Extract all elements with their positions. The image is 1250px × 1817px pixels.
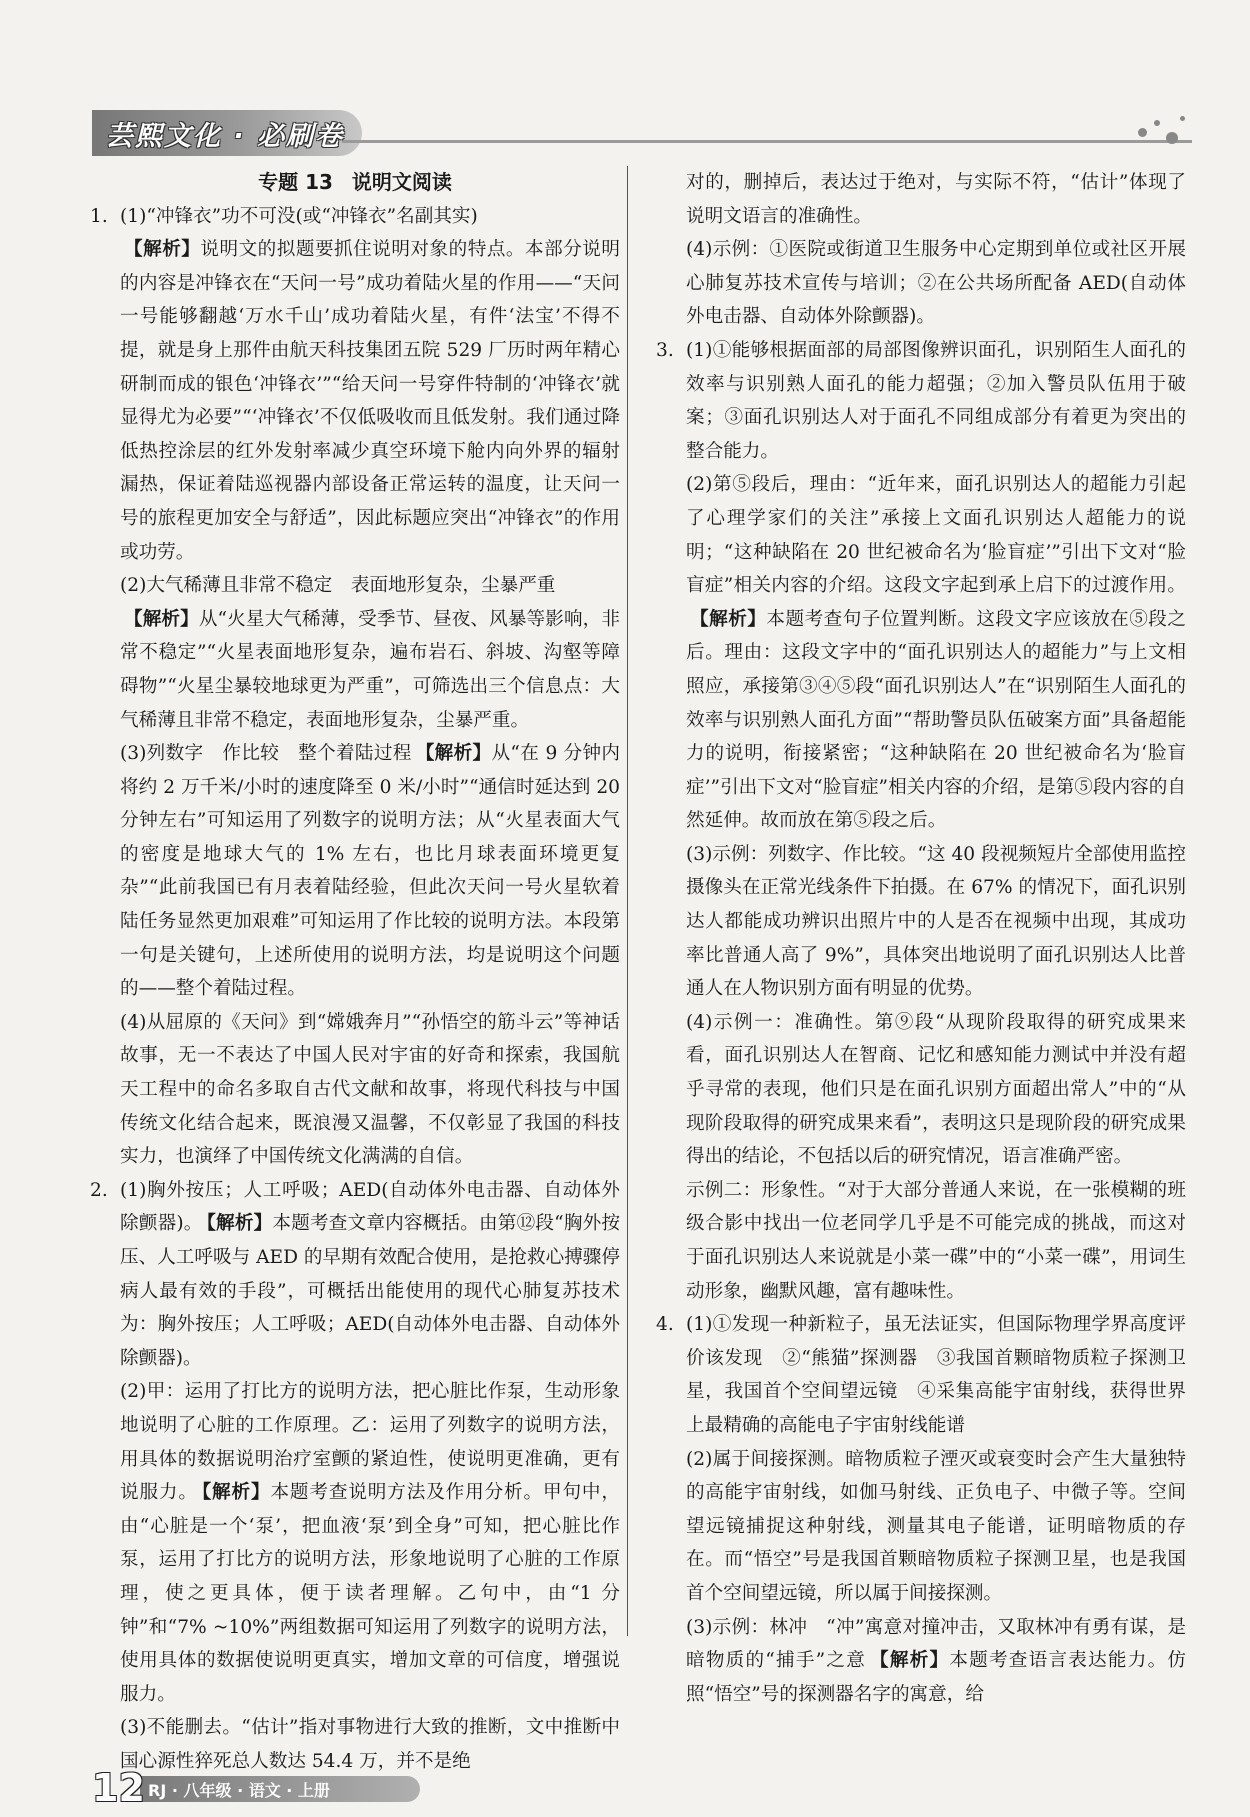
series-title: 芸熙文化 · 必刷卷	[106, 121, 345, 152]
question-item	[90, 200, 620, 234]
answer-paragraph	[90, 737, 620, 1006]
question-item	[90, 1174, 620, 1376]
answer-text: (1)①发现一种新粒子，虽无法证实，但国际物理学界高度评价该发现 ②“熊猫”探测器 ③我国首颗暗物质粒子探测卫星，我国首个空间望远镜 ④采集高能宇宙射线，获得世界上最精确的高能电子宇宙射线能谱	[686, 1314, 1186, 1436]
answer-paragraph	[656, 1611, 1186, 1712]
section-heading	[90, 166, 620, 200]
answer-paragraph	[90, 1375, 620, 1711]
answer-text: 示例二：形象性。“对于大部分普通人来说，在一张模糊的班级合影中找出一位老同学几乎是不可能完成的挑战，而这对于面孔识别达人来说就是小菜一碟”中的“小菜一碟”，用词生动形象，幽默风趣，富有趣味性。	[686, 1179, 1186, 1302]
analysis-tag: 【解析】	[124, 608, 199, 630]
left-column	[90, 166, 620, 1779]
answer-text: (2)属于间接探测。暗物质粒子湮灭或衰变时会产生大量独特的高能宇宙射线，如伽马射线、正负电子、中微子等。空间望远镜捕捉这种射线，测量其电子能谱，证明暗物质的存在。而“悟空”号是我国首颗暗物质粒子探测卫星，也是我国首个空间望远镜，所以属于间接探测。	[686, 1448, 1186, 1604]
answer-text: (1)胸外按压；人工呼吸；AED(自动体外电击器、自动体外除颤器)。	[120, 1179, 620, 1235]
right-column-body	[656, 166, 1186, 1711]
answer-paragraph	[656, 468, 1186, 838]
analysis-text: 本题考查句子位置判断。这段文字应该放在⑤段之后。理由：这段文字中的“面孔识别达人的超能力”与上文相照应，承接第③④⑤段“面孔识别达人”在“识别陌生人面孔的效率与识别熟人面孔方面”“帮助警员队伍破案方面”具备超能力的说明，衔接紧密；“这种缺陷在 20 世纪被命名为‘脸盲症’”引出下文对“脸盲症”相关内容的介绍，是第⑤段内容的自然延伸。故而放在第⑤段之后。	[686, 608, 1186, 832]
answer-paragraph	[656, 233, 1186, 334]
left-column-body	[90, 200, 620, 1779]
analysis-text: 本题考查语言表达能力。仿照“悟空”号的探测器名字的寓意，给	[686, 1650, 1186, 1705]
question-item	[656, 1308, 1186, 1442]
page-footer	[92, 1766, 422, 1810]
answer-text: 对的，删掉后，表达过于绝对，与实际不符，“估计”体现了说明文语言的准确性。	[686, 172, 1186, 227]
answer-paragraph	[656, 838, 1186, 1006]
question-number: 3.	[656, 339, 674, 361]
header-banner	[92, 110, 1192, 156]
answer-paragraph	[90, 233, 620, 569]
answer-text: (3)示例：林冲 “冲”寓意对撞冲击，又取林冲有勇有谋，是暗物质的“捕手”之意	[686, 1616, 1186, 1672]
answer-paragraph	[90, 603, 620, 737]
analysis-tag: 【解析】	[415, 743, 492, 765]
question-number: 1.	[90, 205, 108, 227]
analysis-tag: 【解析】	[870, 1650, 950, 1672]
decorative-dots-icon	[1132, 110, 1192, 156]
answer-text: (3)列数字 作比较 整个着陆过程	[120, 743, 412, 765]
answer-text: (2)甲：运用了打比方的说明方法，把心脏比作泵，生动形象地说明了心脏的工作原理。乙：运用了列数字的说明方法，用具体的数据说明治疗室颤的紧迫性，使说明更准确，更有说服力。	[120, 1381, 620, 1504]
answer-paragraph	[90, 1711, 620, 1778]
column-divider	[627, 166, 628, 1636]
answer-text: (3)示例：列数字、作比较。“这 40 段视频短片全部使用监控摄像头在正常光线条件下拍摄。在 67% 的情况下，面孔识别达人都能成功辨识出照片中的人是否在视频中出现，其成功率比普通人高了 9%”，具体突出地说明了面孔识别达人比普通人在人物识别方面有明显的优势。	[686, 843, 1186, 1000]
answer-paragraph	[656, 1174, 1186, 1308]
analysis-tag: 【解析】	[201, 1482, 271, 1504]
answer-paragraph	[90, 1006, 620, 1174]
right-column	[656, 166, 1186, 1711]
page-number: 12	[92, 1766, 145, 1810]
answer-text: 从“火星大气稀薄，受季节、昼夜、风暴等影响，非常不稳定”“火星表面地形复杂，遍布岩石、斜坡、沟壑等障碍物”“火星尘暴较地球更为严重”，可筛选出三个信息点：大气稀薄且非常不稳定，表面地形复杂，尘暴严重。	[120, 608, 620, 731]
answer-text: (2)第⑤段后，理由：“近年来，面孔识别达人的超能力引起了心理学家们的关注”承接上文面孔识别达人超能力的说明；“这种缺陷在 20 世纪被命名为‘脸盲症’”引出下文对“脸盲症”相关内容的介绍。这段文字起到承上启下的过渡作用。	[686, 474, 1186, 597]
answer-paragraph	[656, 166, 1186, 233]
question-number: 2.	[90, 1179, 108, 1201]
answer-text: (4)示例：①医院或街道卫生服务中心定期到单位或社区开展心肺复苏技术宣传与培训；②在公共场所配备 AED(自动体外电击器、自动体外除颤器)。	[686, 239, 1186, 328]
header-rule	[342, 140, 1192, 143]
answer-paragraph	[656, 1006, 1186, 1174]
answer-text: (3)不能删去。“估计”指对事物进行大致的推断，文中推断中国心源性猝死总人数达 54.4 万，并不是绝	[120, 1717, 620, 1772]
analysis-tag: 【解析】	[690, 608, 767, 630]
answer-text: (1)①能够根据面部的局部图像辨识面孔，识别陌生人面孔的效率与识别熟人面孔的能力超强；②加入警员队伍用于破案；③面孔识别达人对于面孔不同组成部分有着更为突出的整合能力。	[686, 339, 1186, 462]
answer-paragraph	[656, 1443, 1186, 1611]
answer-text: 说明文的拟题要抓住说明对象的特点。本部分说明的内容是冲锋衣在“天问一号”成功着陆火星的作用——“天问一号能够翻越‘万水千山’成功着陆火星，有件‘法宝’不得不提，就是身上那件由航天科技集团五院 529 厂历时两年精心研制而成的银色‘冲锋衣’”“给天问一号穿件特制的‘冲锋衣’就显得尤为必要”“‘冲锋衣’不仅低吸收而且低发射。我们通过降低热控涂层的红外发射率减少真空环境下舱内向外界的辐射漏热，保证着陆巡视器内部设备正常运转的温度，让天问一号的旅程更加安全与舒适”，因此标题应突出“冲锋衣”的作用或功劳。	[120, 239, 620, 563]
question-number: 4.	[656, 1314, 674, 1336]
section-number: 专题 13	[258, 170, 333, 194]
analysis-text: 本题考查文章内容概括。由第⑫段“胸外按压、人工呼吸与 AED 的早期有效配合使用，是抢救心搏骤停病人最有效的手段”，可概括出能使用的现代心肺复苏技术为：胸外按压；人工呼吸；AED(自动体外电击器、自动体外除颤器)。	[120, 1213, 620, 1369]
section-title: 说明文阅读	[351, 170, 452, 194]
book-info: RJ · 八年级 · 语文 · 上册	[148, 1781, 330, 1800]
analysis-text: 本题考查说明方法及作用分析。甲句中，由“心脏是一个‘泵’，把血液‘泵’到全身”可知，把心脏比作泵，运用了打比方的说明方法，形象地说明了心脏的工作原理，使之更具体，便于读者理解。乙句中，由“1 分钟”和“7% ~10%”两组数据可知运用了列数字的说明方法，使用具体的数据使说明更真实，增加文章的可信度，增强说服力。	[120, 1482, 620, 1705]
analysis-tag: 【解析】	[206, 1213, 273, 1235]
answer-paragraph	[90, 569, 620, 603]
answer-text: (4)从屈原的《天问》到“嫦娥奔月”“孙悟空的筋斗云”等神话故事，无一不表达了中国人民对宇宙的好奇和探索，我国航天工程中的命名多取自古代文献和故事，将现代科技与中国传统文化结合起来，既浪漫又温馨，不仅彰显了我国的科技实力，也演绎了中国传统文化满满的自信。	[120, 1011, 620, 1168]
answer-text: (1)“冲锋衣”功不可没(或“冲锋衣”名副其实)	[120, 205, 478, 227]
question-item	[656, 334, 1186, 468]
analysis-tag: 【解析】	[124, 239, 201, 261]
answer-text: (4)示例一：准确性。第⑨段“从现阶段取得的研究成果来看，面孔识别达人在智商、记忆和感知能力测试中并没有超乎寻常的表现，他们只是在面孔识别方面超出常人”中的“从现阶段取得的研究成果来看”，表明这只是现阶段的研究成果得出的结论，不包括以后的研究情况，语言准确严密。	[686, 1011, 1186, 1168]
answer-text: (2)大气稀薄且非常不稳定 表面地形复杂，尘暴严重	[120, 575, 556, 597]
analysis-text: 从“在 9 分钟内将约 2 万千米/小时的速度降至 0 米/小时”“通信时延达到 20 分钟左右”可知运用了列数字的说明方法；从“火星表面大气的密度是地球大气的 1% 左右，也比月球表面环境更复杂”“此前我国已有月表着陆经验，但此次天问一号火星软着陆任务显然更加艰难”可知运用了作比较的说明方法。本段第一句是关键句，上述所使用的说明方法，均是说明这个问题的——整个着陆过程。	[120, 743, 620, 1000]
